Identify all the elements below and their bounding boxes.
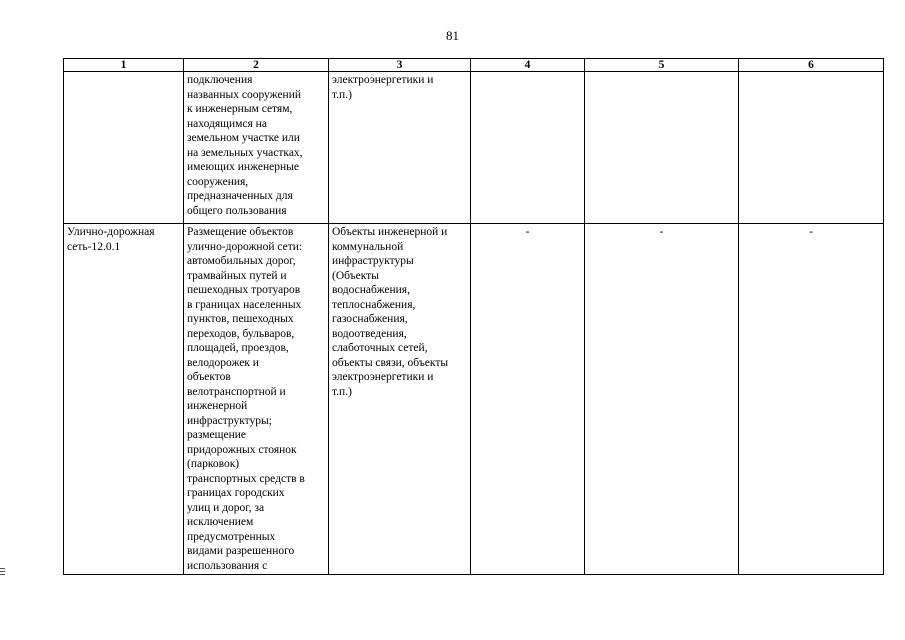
table-header-row bbox=[64, 59, 884, 72]
column-header-3: 3 bbox=[329, 59, 471, 72]
regulation-table bbox=[63, 58, 884, 575]
land-use-type-cell: Улично-дорожная сеть-12.0.1 bbox=[64, 224, 184, 575]
land-use-description-cell: подключения названных сооружений к инженерным сетям, находящимся на земельном участке или на земельных участках, имеющих инженерные сооружения, предназначенных для общего пользования bbox=[184, 72, 329, 224]
permitted-objects-cell: электроэнергетики и т.п.) bbox=[329, 72, 471, 224]
column-header-4: 4 bbox=[471, 59, 585, 72]
table-row bbox=[64, 224, 884, 575]
column-5-cell: - bbox=[585, 224, 739, 575]
column-4-cell: - bbox=[471, 224, 585, 575]
page-number: 81 bbox=[446, 28, 459, 43]
table-row bbox=[64, 72, 884, 224]
column-4-cell bbox=[471, 72, 585, 224]
column-6-cell bbox=[739, 72, 884, 224]
margin-mark bbox=[0, 568, 5, 577]
column-6-cell: - bbox=[739, 224, 884, 575]
column-header-1: 1 bbox=[64, 59, 184, 72]
column-5-cell bbox=[585, 72, 739, 224]
land-use-type-cell bbox=[64, 72, 184, 224]
permitted-objects-cell: Объекты инженерной и коммунальной инфраструктуры (Объекты водоснабжения, теплоснабжения, газоснабжения, водоотведения, слаботочных сетей, объекты связи, объекты электроэнергетики и т.п.) bbox=[329, 224, 471, 575]
column-header-5: 5 bbox=[585, 59, 739, 72]
column-header-6: 6 bbox=[739, 59, 884, 72]
land-use-description-cell: Размещение объектов улично-дорожной сети: автомобильных дорог, трамвайных путей и пешеходных тротуаров в границах населенных пунктов, пешеходных переходов, бульваров, площадей, проездов, велодорожек и объектов велотранспортной и инженерной инфраструктуры; размещение придорожных стоянок (парковок) транспортных средств в границах городских улиц и дорог, за исключением предусмотренных видами разрешенного использования с bbox=[184, 224, 329, 575]
column-header-2: 2 bbox=[184, 59, 329, 72]
